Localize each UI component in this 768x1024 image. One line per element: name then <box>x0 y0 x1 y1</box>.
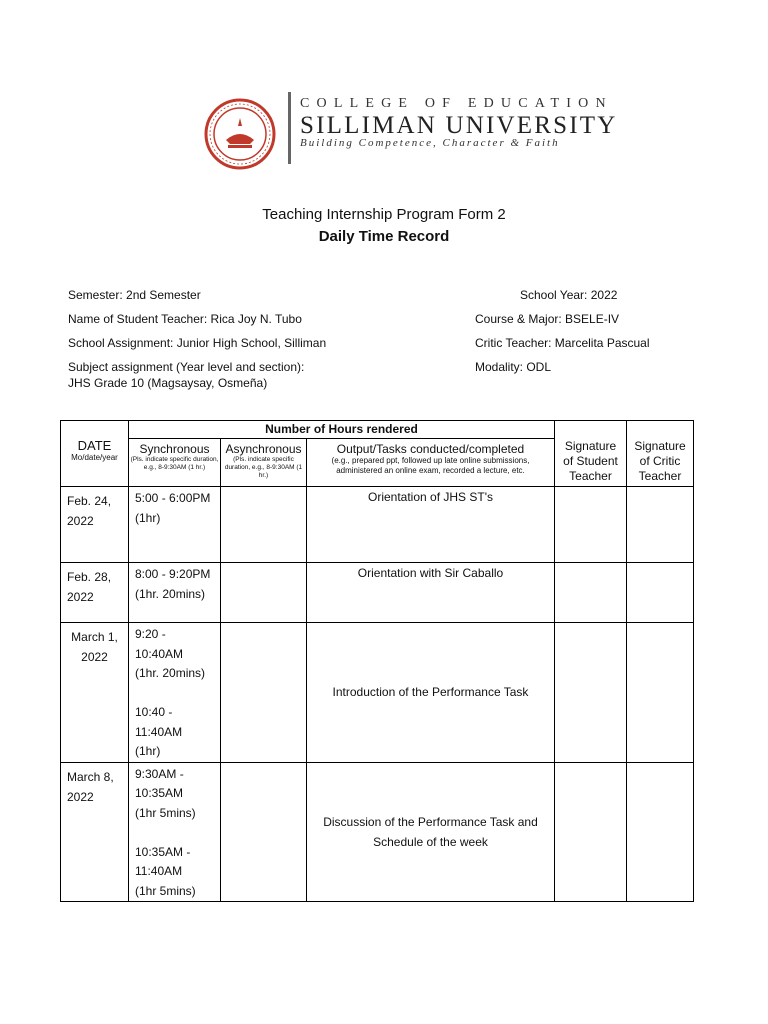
critic-teacher-field: Critic Teacher: Marcelita Pascual <box>475 336 650 350</box>
task-cell <box>307 563 555 623</box>
sig-student-label: Signature of Student Teacher <box>563 439 618 483</box>
school-year-field: School Year: 2022 <box>520 288 618 302</box>
header-divider <box>288 92 291 164</box>
task-text: Introduction of the Performance Task <box>332 685 529 700</box>
sync-cell <box>129 487 221 563</box>
sync-line: 11:40AM <box>135 724 183 739</box>
sig-student-cell[interactable] <box>555 487 627 563</box>
table-row <box>61 563 694 623</box>
sig-student-cell[interactable] <box>555 563 627 623</box>
subject-assignment-label: Subject assignment (Year level and section): <box>68 360 305 374</box>
sync-line: (1hr. 20mins) <box>135 666 206 680</box>
table-header-row <box>61 421 694 439</box>
date-header: DATE <box>77 438 112 453</box>
sig-student-cell[interactable] <box>555 762 627 902</box>
async-cell <box>221 623 307 763</box>
form-subtitle: Daily Time Record <box>318 228 450 245</box>
async-note: (Pls. indicate specific duration, e.g., 8-9:30AM (1 hr.) <box>224 456 303 479</box>
university-seal-icon <box>204 98 276 170</box>
sig-critic-cell[interactable] <box>627 487 694 563</box>
task-text: Discussion of the Performance Task and <box>323 814 538 829</box>
sync-line: (1hr) <box>135 510 161 525</box>
sync-line: 11:40AM <box>135 864 183 878</box>
date-line: Feb. 24, <box>67 494 112 508</box>
sig-critic-label: Signature of Critic Teacher <box>634 439 686 483</box>
async-header-cell <box>221 439 307 487</box>
sig-critic-cell[interactable] <box>627 762 694 902</box>
output-header: Output/Tasks conducted/completed <box>336 442 525 456</box>
sig-student-cell[interactable] <box>555 623 627 763</box>
sync-note: (Pls. indicate specific duration, e.g., 8-9:30AM (1 hr.) <box>130 456 219 471</box>
output-note: (e.g., prepared ppt, followed up late online submissions, administered an online exam, recorded a lecture, etc. <box>331 456 530 475</box>
task-cell <box>307 623 555 763</box>
date-header-cell <box>61 421 129 487</box>
sync-cell <box>129 762 221 902</box>
table-row <box>61 623 694 763</box>
subject-assignment-value: JHS Grade 10 (Magsaysay, Osmeña) <box>68 376 268 390</box>
sync-line: (1hr) <box>135 744 161 758</box>
sig-student-header <box>555 421 627 487</box>
date-line: 2022 <box>81 650 108 664</box>
task-text: Orientation with Sir Caballo <box>357 566 504 580</box>
task-text: Schedule of the week <box>373 834 488 849</box>
sig-critic-header <box>627 421 694 487</box>
sync-line: 10:35AM <box>135 786 184 800</box>
sync-line: (1hr 5mins) <box>135 805 196 820</box>
async-cell <box>221 762 307 902</box>
sync-line: 9:20 - <box>135 627 166 641</box>
async-header: Asynchronous <box>225 442 302 456</box>
semester-field: Semester: 2nd Semester <box>68 288 201 302</box>
sync-cell <box>129 563 221 623</box>
sync-line: 8:00 - 9:20PM <box>135 567 211 581</box>
date-subheader: Mo/date/year <box>71 453 118 462</box>
table-row <box>61 487 694 563</box>
table-row <box>61 762 694 902</box>
sig-critic-cell[interactable] <box>627 623 694 763</box>
sync-line: 10:40AM <box>135 646 184 661</box>
date-line: March 8, <box>67 769 114 784</box>
sync-header: Synchronous <box>139 442 210 456</box>
modality-field: Modality: ODL <box>475 360 552 374</box>
async-cell <box>221 563 307 623</box>
date-cell <box>61 487 129 563</box>
async-cell <box>221 487 307 563</box>
school-assignment-field: School Assignment: Junior High School, Silliman <box>68 336 327 350</box>
sync-line: 5:00 - 6:00PM <box>135 491 211 505</box>
sync-line: 9:30AM - <box>135 766 184 781</box>
letterhead <box>204 92 674 204</box>
student-teacher-field: Name of Student Teacher: Rica Joy N. Tubo <box>68 312 302 326</box>
output-header-cell <box>307 439 555 487</box>
task-cell <box>307 762 555 902</box>
sync-line: (1hr. 20mins) <box>135 586 206 601</box>
course-major-field: Course & Major: BSELE-IV <box>475 312 620 326</box>
task-cell <box>307 487 555 563</box>
date-line: 2022 <box>67 789 94 804</box>
hours-rendered-header: Number of Hours rendered <box>129 421 555 439</box>
sync-header-cell <box>129 439 221 487</box>
sync-cell <box>129 623 221 763</box>
date-line: 2022 <box>67 514 94 528</box>
sig-critic-cell[interactable] <box>627 563 694 623</box>
university-tagline: Building Competence, Character & Faith <box>300 137 560 149</box>
task-text: Orientation of JHS ST's <box>367 490 493 504</box>
sync-line: 10:40 - <box>135 705 173 719</box>
date-cell <box>61 762 129 902</box>
university-name: SILLIMAN UNIVERSITY <box>300 112 618 139</box>
sync-line: (1hr 5mins) <box>135 883 196 898</box>
date-line: Feb. 28, <box>67 570 112 584</box>
time-record-table <box>60 420 694 902</box>
date-cell <box>61 623 129 763</box>
date-line: March 1, <box>71 630 118 644</box>
college-name: COLLEGE OF EDUCATION <box>300 96 613 111</box>
sync-line: 10:35AM - <box>135 844 191 859</box>
form-title: Teaching Internship Program Form 2 <box>262 206 506 223</box>
date-line: 2022 <box>67 590 94 604</box>
date-cell <box>61 563 129 623</box>
